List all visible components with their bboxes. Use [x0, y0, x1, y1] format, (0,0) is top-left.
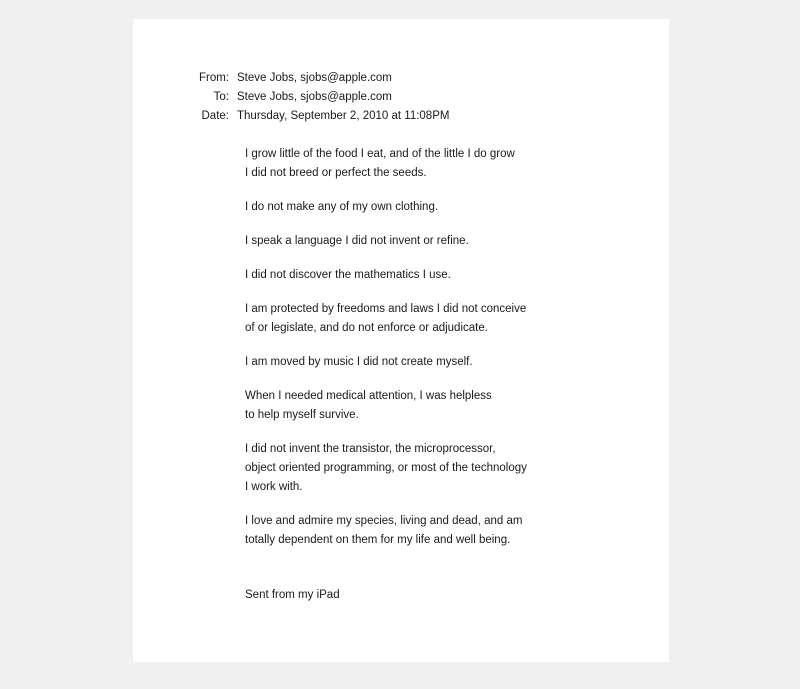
email-body	[245, 145, 527, 565]
paragraph-line: I work with.	[245, 481, 303, 493]
paragraph	[245, 300, 527, 338]
paragraph	[245, 387, 527, 425]
from-value: Steve Jobs, sjobs@apple.com	[237, 72, 392, 84]
paragraph	[245, 145, 527, 183]
paragraph	[245, 512, 527, 550]
paragraph-line: I love and admire my species, living and dead, and am	[245, 515, 523, 527]
paragraph-line: I did not breed or perfect the seeds.	[245, 167, 427, 179]
paragraph-line: of or legislate, and do not enforce or adjudicate.	[245, 322, 488, 334]
paragraph-line: I did not invent the transistor, the microprocessor,	[245, 443, 496, 455]
date-row	[173, 107, 449, 126]
paragraph-line: to help myself survive.	[245, 409, 359, 421]
from-row	[173, 69, 449, 88]
paragraph-line: When I needed medical attention, I was helpless	[245, 390, 492, 402]
paragraph	[245, 198, 527, 217]
signature: Sent from my iPad	[245, 589, 340, 601]
paragraph	[245, 440, 527, 497]
paragraph-line: totally dependent on them for my life and well being.	[245, 534, 511, 546]
paragraph-line: I am moved by music I did not create myself.	[245, 356, 473, 368]
paragraph	[245, 232, 527, 251]
paragraph	[245, 353, 527, 372]
email-header	[173, 69, 449, 126]
paragraph-line: object oriented programming, or most of the technology	[245, 462, 527, 474]
to-value: Steve Jobs, sjobs@apple.com	[237, 91, 392, 103]
paragraph	[245, 266, 527, 285]
paragraph-line: I speak a language I did not invent or refine.	[245, 235, 469, 247]
from-label: From:	[198, 72, 229, 84]
paragraph-line: I did not discover the mathematics I use.	[245, 269, 451, 281]
to-row	[173, 88, 449, 107]
paragraph-line: I am protected by freedoms and laws I did not conceive	[245, 303, 527, 315]
paragraph-line: I grow little of the food I eat, and of the little I do grow	[245, 148, 515, 160]
email-document-page	[133, 19, 669, 662]
date-value: Thursday, September 2, 2010 at 11:08PM	[237, 110, 450, 122]
date-label: Date:	[201, 110, 229, 122]
to-label: To:	[213, 91, 229, 103]
paragraph-line: I do not make any of my own clothing.	[245, 201, 439, 213]
